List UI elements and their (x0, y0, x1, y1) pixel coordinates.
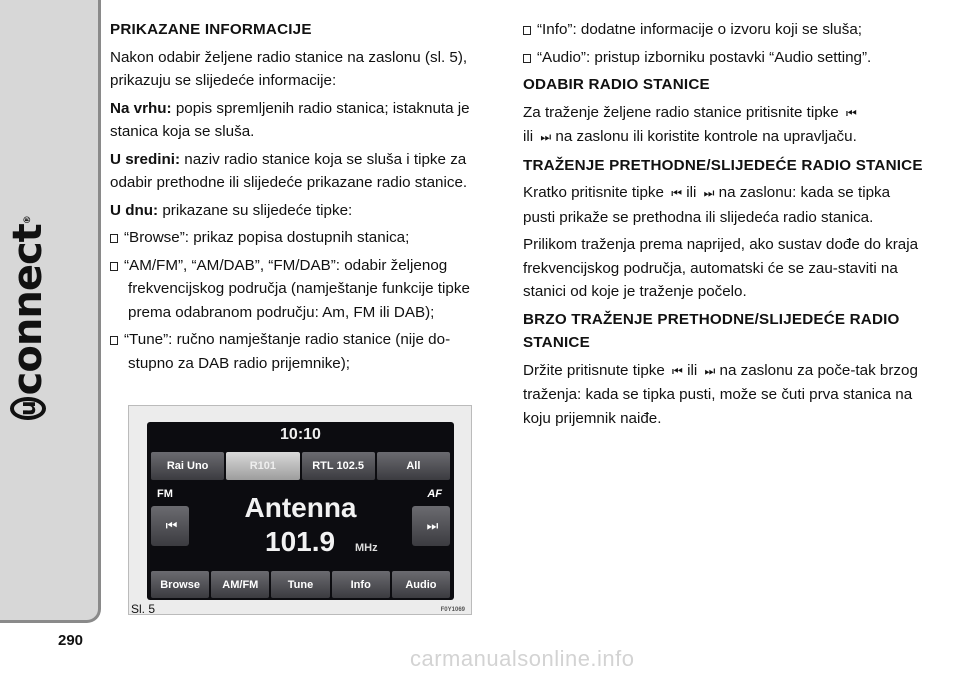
list-item: “Browse”: prikaz popisa dostupnih stanica; (110, 226, 495, 250)
fast-seek-paragraph: Držite pritisnute tipke ⏮ ili ⏭ na zaslonu za poče-tak brzog traženja: kada se tipka pusti, može se čuti prva stanica na koju prijemnik naiđe. (523, 361, 918, 427)
seek-end-paragraph: Prilikom traženja prema naprijed, ako sustav dođe do kraja frekvencijskog područja, automatski će se zau-staviti na stanici od koje je traženje počelo. (523, 236, 919, 300)
preset-button: RTL 102.5 (302, 452, 375, 480)
page-number: 290 (58, 632, 84, 649)
next-track-icon: ⏭ (703, 186, 712, 200)
heading-displayed-info: PRIKAZANE INFORMACIJE (110, 21, 312, 38)
info-button: Info (332, 571, 390, 598)
am-fm-button: AM/FM (211, 571, 269, 598)
preset-row (151, 452, 450, 480)
top-paragraph: Na vrhu: popis spremljenih radio stanica; istaknuta je stanica koja se sluša. (110, 99, 470, 140)
figure-caption: Sl. 5 (131, 602, 156, 616)
prev-track-icon: ⏮ (672, 363, 680, 378)
list-item: “Tune”: ručno namještanje radio stanice (nije do-stupno za DAB radio prijemnike); (110, 328, 495, 375)
middle-paragraph: U sredini: naziv radio stanice koja se sluša i tipke za odabir prethodne ili slijedeće prikazane radio stanice. (110, 150, 468, 191)
seek-paragraph: Kratko pritisnite tipke ⏮ ili ⏭ na zaslonu: kada se tipka pusti prikaže se prethodna ili slijedeća radio stanica. (523, 184, 891, 226)
frequency: 101.9 (265, 526, 336, 557)
radio-display (147, 422, 454, 600)
list-item: “Info”: dodatne informacije o izvoru koji se sluša; (523, 18, 923, 42)
left-column (110, 18, 495, 379)
af-label: AF (427, 488, 442, 500)
clock: 10:10 (280, 426, 321, 443)
checkbox-bullet-icon (110, 234, 118, 243)
checkbox-bullet-icon (523, 54, 531, 63)
next-track-icon: ⏭ (704, 363, 713, 378)
browse-button: Browse (151, 571, 209, 598)
right-column (523, 18, 923, 434)
frequency-unit: MHz (355, 542, 378, 554)
tune-button: Tune (271, 571, 329, 598)
function-row (151, 571, 450, 598)
heading-fast-seek: BRZO TRAŽENJE PRETHODNE/SLIJEDEĆE RADIO STANICE (523, 310, 900, 351)
uconnect-logo: u connect ® (18, 350, 38, 420)
list-item: “Audio”: pristup izborniku postavki “Audio setting”. (523, 46, 923, 70)
select-paragraph: Za traženje željene radio stanice pritisnite tipke ⏮ ili ⏭ na zaslonu ili koristite kontrole na upravljaču. (523, 103, 857, 145)
station-name: Antenna (244, 492, 357, 523)
watermark: carmanualsonline.info (410, 646, 635, 671)
band-label: FM (157, 488, 173, 500)
audio-button: Audio (392, 571, 450, 598)
bottom-paragraph: U dnu: prikazane su slijedeće tipke: (110, 201, 353, 219)
seek-back-icon: ⏮ (151, 506, 189, 546)
heading-select-station: ODABIR RADIO STANICE (523, 76, 710, 93)
checkbox-bullet-icon (523, 26, 531, 35)
heading-seek: TRAŽENJE PRETHODNE/SLIJEDEĆE RADIO STANICE (523, 156, 923, 174)
figure-radio-screen (128, 405, 472, 615)
prev-track-icon: ⏮ (671, 186, 680, 200)
figure-code: F0Y1069 (440, 607, 465, 613)
side-tab (0, 0, 101, 623)
prev-track-icon: ⏮ (845, 105, 854, 120)
checkbox-bullet-icon (110, 262, 118, 271)
preset-button: Rai Uno (151, 452, 224, 480)
preset-button: All (377, 452, 450, 480)
next-track-icon: ⏭ (540, 130, 549, 144)
intro-paragraph: Nakon odabir željene radio stanice na zaslonu (sl. 5), prikazuju se slijedeće informacije: (110, 48, 468, 89)
checkbox-bullet-icon (110, 336, 118, 345)
list-item: “AM/FM”, “AM/DAB”, “FM/DAB”: odabir željenog frekvencijskog područja (namještanje funkcije tipke prema odabranom području: Am, FM ili DAB); (110, 254, 495, 325)
seek-forward-icon: ⏭ (412, 506, 450, 546)
preset-button-selected: R101 (226, 452, 299, 480)
